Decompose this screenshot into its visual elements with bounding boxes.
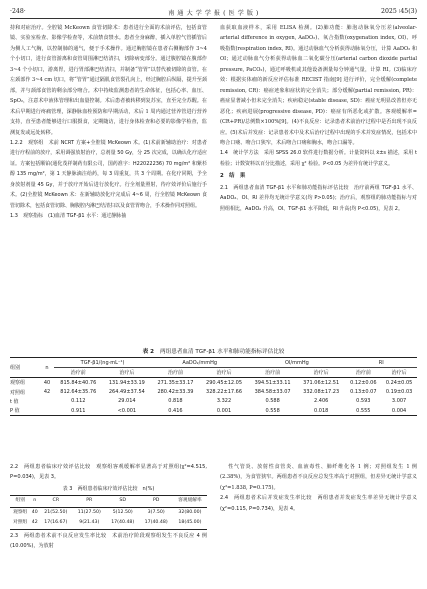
table2-value-cell: 3.322 <box>216 398 232 405</box>
page-number: ·248· <box>10 8 26 15</box>
running-header <box>10 6 417 18</box>
table2-measure-header: TGF-β1/(ng·mL⁻¹) <box>54 358 151 368</box>
subsection-paragraph: 1.3 观察指标 (1)血清 TGF-β1 水平：通过静脉抽 <box>10 213 127 220</box>
table2-phase-header: 治疗后 <box>297 368 346 378</box>
table2-value-cell: 812.64±35.76 <box>60 389 97 396</box>
table3-cell: 40 <box>31 509 38 515</box>
table2-value-cell: 264.49±37.54 <box>108 389 145 396</box>
table2-value-cell: 2.406 <box>314 398 329 405</box>
body-paragraph: 持和对症治疗。全腔镜 McKeown 食管切除术：患者进行全面的术前评估，包括食管镜、实验室检查、影像学检查等，术前禁食禁水。患者全身麻醉，插入单腔气管插管后为侧人工气胸，以控制肺的通气，便于手术操作。通过胸腔镜在患者右侧胸部作 3~4 个小切口，进行食管游离和食管周围淋巴结清扫，切除病变部分。通过腹腔镜在腹部作 3~4 个小切口，游离胃，进行胃部淋巴结清扫，并制备“管胃”以替代被切除的食管。在左颈部作 3~4 cm 切口，将“管胃”通过隔肌食管裂孔向上，经过胸腔后纵隔，提升至颈部，并与颈部食管的剩余部分吻合。术中持续监测患者的生命体征，包括心率、血压、SpO₂，注意术中液体管理和出血量控制。术后患者被转移到复苏室，直至完全苏醒。在术后早期进行疼痛管理，深静脉血栓预防和早期活动，术后 1 周内通过营养管进行营养支持，直至患者能够进行口服摄食，定期随访，进行身体检查和必要的影像学检查，监测复发或远处转移。 <box>10 25 207 136</box>
table3-unit: n(%) <box>142 485 155 492</box>
table2-n-cell: 40 <box>43 379 51 386</box>
table2-value-cell: 0.593 <box>356 398 371 405</box>
left-column <box>10 23 207 222</box>
body-paragraph: 性气管炎、放射性食管炎、血液毒性、肺纤维化各 1 例；对照组发生 1 例(2.38%)，为食管狭窄。两组患者不良反应总发生率高于对照组，但差异无统计学意义(χ²=1.838, P=0.175)。 <box>220 464 417 491</box>
table2-value-cell: 371.06±12.51 <box>303 379 340 386</box>
table2-n-cell: 42 <box>43 389 51 396</box>
table2-value-cell: 0.416 <box>151 406 200 416</box>
table2-phase-header: 治疗前 <box>151 368 200 378</box>
table3-header-cell: n <box>30 496 39 507</box>
table3-cell: 对照组 <box>10 518 30 529</box>
table2-phase-header: 治疗后 <box>103 368 152 378</box>
table3 <box>10 495 207 529</box>
table2-phase-header: 治疗前 <box>345 368 381 378</box>
table2-phase-header: 治疗前 <box>248 368 297 378</box>
table2-value-cell: 328.22±17.66 <box>206 389 243 396</box>
table2-value-cell: <0.001 <box>103 406 152 416</box>
table2-measure-header: OI/mmHg <box>248 358 345 368</box>
body-paragraph: 血获取血液样本，采用 ELISA 检测。(2)肺功能：肺泡动脉氧分压差(alveolar-arterial difference in oxygen, AaDO₂)、氧合指数(oxygenation index, OI)、呼吸指数(respiration index, RI)。通过动脉血气分析获得动脉氧分压，计算 AaDO₂ 和 OI；通过动脉血气分析获得动脉血二氧化碳分压(arterial carbon dioxide partial pressure, PaCO₂)，通过呼吸机或其他设备测量每分钟通气量，计算 RI。(3)临床疗效：根据实体瘤的新反应评估标准 RECIST 指南[9] 进行评价，完全缓解(complete remission, CR)：癌症迹象和症状的完全消失；部分缓解(partial remission, PR)：癌症显著减小但未完全消失；疾病稳定(stable disease, SD)：癌症无明显改善但亦无恶化；疾病进展(progressive disease, PD)：癌症有所恶化或扩散。客观缓解率=(CR+PR)/总例数×100%[9]。(4)不良反应：记录患者术前治疗过程中是否出现不良反应。(5)术后并发症：记录患者术中及术后治疗过程中出现的手术并发症情况，包括术中吻合口瘘、吻合口狭窄，术后吻合口瘘和胸水，吻合口漏等。 <box>220 25 417 146</box>
subsection-paragraph: 1.2.2 观察组 术前 NCRT 方案+全腔镜 McKeown 术。(1)术前新辅助治疗：对患者进行疗程前的放疗，采用调强放射治疗，总剂量 50 Gy，分 25 次完成，以确认化疗适应证。方案包括顺铂(通化茂祥制药有限公司，国药准字：H22022236) 70 mg/m² 和紫杉醇 135 mg/m²，第 1 天静脉滴注给药，每 3 周重复，共 3 个周期。在化疗同期，予全身放射剂量 45 Gy，并于放疗开始后进行放化疗。行全剂量照射，待疗效评价后施行手术。(2)全腔镜 McKeown 术：在新辅助放化疗完成后 4~6 周，行全腔镜 McKeown 食管切除术，包括食管切除、胸腹腔内淋巴结清扫以及食管胃吻合，手术操作同对照组。 <box>10 139 207 209</box>
table3-cell: 3(7.50) <box>147 509 165 515</box>
table2-value-cell: 0.555 <box>345 406 381 416</box>
table3-cell: 9(21.43) <box>73 518 106 529</box>
table2-value-cell: 384.58±33.07 <box>254 389 291 396</box>
table2-group-header: 组别 <box>10 358 40 378</box>
table2-value-cell: 0.004 <box>381 406 417 416</box>
table2-row <box>10 406 417 416</box>
right-column <box>220 23 417 214</box>
table3-header-row <box>10 496 207 507</box>
table3-cell: 11(27.50) <box>77 509 101 515</box>
table2-group-cell: t 值 <box>10 398 19 405</box>
table2-phase-header: 治疗后 <box>381 368 417 378</box>
table2 <box>10 357 417 416</box>
table2-title: 两组患者血清 TGF-β1 水平和肺功能指标评估比较 <box>160 349 285 355</box>
table2-group-cell: 观察组 <box>10 380 26 387</box>
table3-caption <box>10 484 207 494</box>
table2-value-cell: 271.35±33.17 <box>157 379 194 386</box>
table2-measure-header: AaDO₂/mmHg <box>151 358 248 368</box>
table2-caption <box>10 347 417 355</box>
table2-value-cell: 0.12±0.06 <box>350 379 377 386</box>
table3-number: 表 3 <box>62 485 73 492</box>
journal-title: 南 通 大 学 学 报 ( 医 学 版 ) <box>168 10 259 17</box>
issue-info: 2025 ∶45(3) <box>381 8 417 15</box>
subsection-paragraph: 2.4 两组患者术后并发症发生率比较 两组患者并发症发生率差异无统计学意义(χ²=0.115, P=0.734)，见表 4。 <box>220 495 417 512</box>
table2-phase-header: 治疗前 <box>54 368 103 378</box>
table2-n-cell <box>40 406 54 416</box>
table2-value-cell: 280.42±33.39 <box>157 389 194 396</box>
table3-cell: 18(45.00) <box>173 518 207 529</box>
table2-value-cell: 0.19±0.03 <box>385 389 413 396</box>
table3-cell: 42 <box>30 518 39 529</box>
table3-row <box>10 507 207 518</box>
table2-row <box>10 397 417 406</box>
table3-header-cell: SD <box>106 496 139 507</box>
table2-value-cell: 815.84±40.76 <box>60 379 97 386</box>
table2-value-cell: 394.51±33.11 <box>254 379 291 386</box>
table2-value-cell: 131.94±33.19 <box>108 379 145 386</box>
table2-value-cell: 332.08±17.23 <box>303 389 340 396</box>
table2-phase-header: 治疗后 <box>200 368 249 378</box>
table3-title: 两组患者临床疗效评估比较 <box>77 485 138 492</box>
table3-cell: 5(12.50) <box>112 509 133 515</box>
table2-group-cell: P 值 <box>10 406 40 416</box>
table3-cell: 17(40.48) <box>106 518 139 529</box>
table2-value-cell: 290.45±12.05 <box>206 379 243 386</box>
table2-row <box>10 378 417 388</box>
table3-cell: 观察组 <box>13 509 28 515</box>
table2-value-cell: 0.911 <box>54 406 103 416</box>
table3-header-cell: CR <box>39 496 72 507</box>
table2-row <box>10 388 417 397</box>
table3-row <box>10 518 207 529</box>
table2-header-row <box>10 358 417 368</box>
table3-cell: 21(52.50) <box>44 509 68 515</box>
table2-value-cell: 0.588 <box>265 398 280 405</box>
section-heading: 2 结 果 <box>220 173 246 180</box>
table3-cell: 32(80.00) <box>178 509 202 515</box>
table3-header-cell: 组别 <box>10 496 30 507</box>
table2-value-cell: 0.018 <box>297 406 346 416</box>
table2-value-cell: 3.007 <box>391 398 407 405</box>
table3-header-cell: PR <box>73 496 106 507</box>
subsection-paragraph: 2.3 两组患者术前不良反应发生率比较 术前治疗阶段观察组发生不良反应 4 例(10.00%)，为放射 <box>10 532 207 550</box>
table2-n-cell <box>40 397 54 406</box>
table3-header-cell: 客观缓解率 <box>173 496 207 507</box>
table2-value-cell: 0.558 <box>248 406 297 416</box>
bottom-right-column <box>220 462 417 514</box>
table2-value-cell: 29.014 <box>118 398 136 405</box>
table2-value-cell: 0.24±0.05 <box>385 379 413 386</box>
table2-value-cell: 0.13±0.07 <box>350 389 377 396</box>
table2-value-cell: 0.818 <box>168 398 183 405</box>
table2-n-header: n <box>40 358 54 378</box>
subsection-paragraph: 1.4 统计学方法 采用 SPSS 26.0 软件进行数据分析。计量资料以 x̄±s 描述，采用 t 检验；计数资料以百分比描述，采用 χ² 检验。P<0.05 为差异有统计学意义。 <box>220 150 417 167</box>
table2-number: 表 2 <box>142 349 155 355</box>
table2-phase-row <box>10 368 417 378</box>
header-rule <box>10 18 417 19</box>
table3-cell: 17(40.48) <box>139 518 172 529</box>
subsection-paragraph: 2.2 两组患者临床疗效评估比较 观察组客观缓解率显著高于对照组(χ²=4.515, P=0.034)，见表 3。 <box>10 464 207 481</box>
bottom-left-column <box>10 462 207 552</box>
table2-measure-header: RI <box>345 358 417 368</box>
table2-value-cell: 0.112 <box>71 398 86 405</box>
table2-group-cell: 对照组 <box>10 389 26 396</box>
subsection-paragraph: 2.1 两组患者血清 TGF-β1 水平和肺功能指标评估比较 治疗前两组 TGF-β1 水平、AaDO₂、OI、RI 差异均无统计学意义(均 P>0.05)；治疗后，观察组的肺功能指标与对照组相比，AaDO₂ 升高，OI、TGF-β1 水平降低，RI 升高(均 P<0.05)，见表 2。 <box>220 184 417 212</box>
table3-header-cell: PD <box>139 496 172 507</box>
table2-value-cell: 0.001 <box>200 406 249 416</box>
table3-cell: 17(16.67) <box>39 518 72 529</box>
